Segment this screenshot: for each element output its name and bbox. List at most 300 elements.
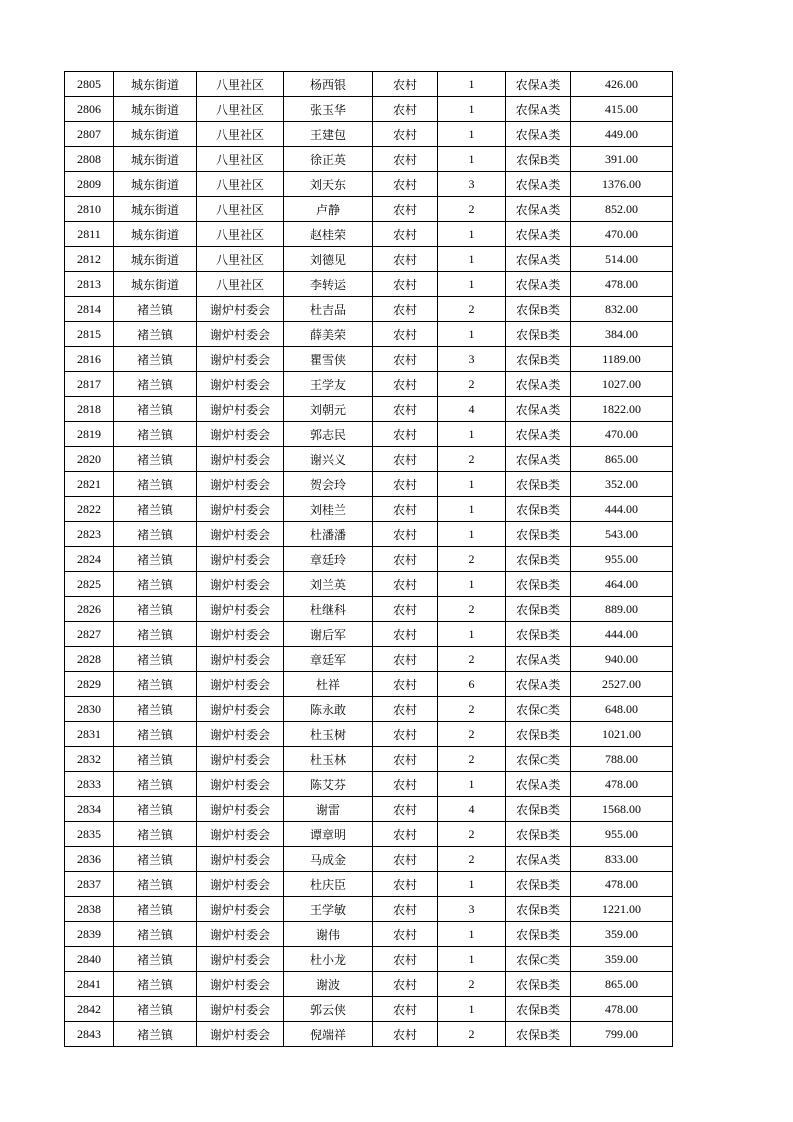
cell-area-type: 农村	[373, 147, 438, 172]
cell-category: 农保B类	[506, 597, 571, 622]
cell-village: 谢炉村委会	[197, 847, 284, 872]
cell-count: 1	[438, 522, 506, 547]
cell-area-type: 农村	[373, 872, 438, 897]
cell-name: 刘德见	[284, 247, 373, 272]
cell-id: 2842	[65, 997, 114, 1022]
cell-category: 农保B类	[506, 497, 571, 522]
cell-amount: 359.00	[571, 947, 673, 972]
cell-amount: 514.00	[571, 247, 673, 272]
cell-category: 农保C类	[506, 947, 571, 972]
cell-name: 郭云侠	[284, 997, 373, 1022]
cell-amount: 478.00	[571, 772, 673, 797]
cell-street: 城东街道	[114, 147, 197, 172]
cell-area-type: 农村	[373, 972, 438, 997]
cell-name: 谢伟	[284, 922, 373, 947]
cell-amount: 852.00	[571, 197, 673, 222]
cell-amount: 415.00	[571, 97, 673, 122]
table-row	[65, 147, 673, 172]
cell-category: 农保B类	[506, 472, 571, 497]
cell-name: 郭志民	[284, 422, 373, 447]
table-row	[65, 722, 673, 747]
cell-count: 1	[438, 272, 506, 297]
cell-category: 农保B类	[506, 972, 571, 997]
cell-category: 农保B类	[506, 997, 571, 1022]
cell-category: 农保B类	[506, 797, 571, 822]
cell-count: 1	[438, 422, 506, 447]
cell-amount: 384.00	[571, 322, 673, 347]
cell-id: 2811	[65, 222, 114, 247]
cell-street: 褚兰镇	[114, 897, 197, 922]
cell-name: 杜继科	[284, 597, 373, 622]
cell-village: 谢炉村委会	[197, 447, 284, 472]
cell-category: 农保A类	[506, 447, 571, 472]
cell-village: 谢炉村委会	[197, 547, 284, 572]
cell-name: 贺会玲	[284, 472, 373, 497]
cell-village: 谢炉村委会	[197, 797, 284, 822]
cell-amount: 543.00	[571, 522, 673, 547]
cell-id: 2828	[65, 647, 114, 672]
cell-street: 褚兰镇	[114, 597, 197, 622]
table-row	[65, 1022, 673, 1047]
table-row	[65, 697, 673, 722]
cell-area-type: 农村	[373, 672, 438, 697]
cell-village: 谢炉村委会	[197, 572, 284, 597]
cell-category: 农保B类	[506, 297, 571, 322]
table-row	[65, 872, 673, 897]
cell-name: 薛美荣	[284, 322, 373, 347]
cell-name: 陈永敢	[284, 697, 373, 722]
cell-category: 农保A类	[506, 847, 571, 872]
cell-street: 城东街道	[114, 222, 197, 247]
cell-category: 农保A类	[506, 222, 571, 247]
cell-category: 农保A类	[506, 272, 571, 297]
cell-street: 褚兰镇	[114, 972, 197, 997]
cell-count: 1	[438, 922, 506, 947]
cell-category: 农保B类	[506, 547, 571, 572]
cell-id: 2818	[65, 397, 114, 422]
cell-count: 3	[438, 347, 506, 372]
cell-id: 2830	[65, 697, 114, 722]
cell-id: 2820	[65, 447, 114, 472]
table-row	[65, 247, 673, 272]
table-body	[65, 72, 673, 1047]
cell-name: 杜庆臣	[284, 872, 373, 897]
cell-name: 章廷军	[284, 647, 373, 672]
cell-count: 3	[438, 172, 506, 197]
cell-village: 谢炉村委会	[197, 497, 284, 522]
table-row	[65, 97, 673, 122]
cell-village: 八里社区	[197, 97, 284, 122]
cell-name: 张玉华	[284, 97, 373, 122]
cell-street: 褚兰镇	[114, 872, 197, 897]
cell-area-type: 农村	[373, 372, 438, 397]
cell-name: 谢兴义	[284, 447, 373, 472]
cell-category: 农保B类	[506, 872, 571, 897]
cell-area-type: 农村	[373, 622, 438, 647]
cell-street: 城东街道	[114, 172, 197, 197]
table-row	[65, 472, 673, 497]
cell-category: 农保A类	[506, 72, 571, 97]
cell-amount: 464.00	[571, 572, 673, 597]
table-row	[65, 222, 673, 247]
cell-amount: 1822.00	[571, 397, 673, 422]
cell-id: 2836	[65, 847, 114, 872]
cell-street: 城东街道	[114, 122, 197, 147]
benefits-table	[64, 71, 673, 1047]
cell-name: 杜小龙	[284, 947, 373, 972]
cell-village: 谢炉村委会	[197, 1022, 284, 1047]
cell-count: 1	[438, 872, 506, 897]
table-row	[65, 322, 673, 347]
cell-category: 农保B类	[506, 522, 571, 547]
cell-street: 城东街道	[114, 97, 197, 122]
cell-street: 城东街道	[114, 197, 197, 222]
cell-village: 谢炉村委会	[197, 597, 284, 622]
cell-area-type: 农村	[373, 722, 438, 747]
table-row	[65, 672, 673, 697]
cell-name: 章廷玲	[284, 547, 373, 572]
cell-street: 褚兰镇	[114, 922, 197, 947]
cell-street: 褚兰镇	[114, 822, 197, 847]
cell-category: 农保B类	[506, 1022, 571, 1047]
cell-area-type: 农村	[373, 797, 438, 822]
cell-id: 2837	[65, 872, 114, 897]
cell-village: 谢炉村委会	[197, 322, 284, 347]
cell-village: 谢炉村委会	[197, 697, 284, 722]
cell-street: 城东街道	[114, 272, 197, 297]
cell-category: 农保A类	[506, 247, 571, 272]
table-row	[65, 822, 673, 847]
cell-street: 褚兰镇	[114, 397, 197, 422]
cell-name: 刘桂兰	[284, 497, 373, 522]
cell-count: 1	[438, 472, 506, 497]
cell-village: 谢炉村委会	[197, 872, 284, 897]
cell-id: 2826	[65, 597, 114, 622]
table-row	[65, 297, 673, 322]
cell-name: 王学敏	[284, 897, 373, 922]
table-row	[65, 972, 673, 997]
cell-count: 1	[438, 72, 506, 97]
cell-category: 农保C类	[506, 747, 571, 772]
cell-count: 2	[438, 847, 506, 872]
cell-village: 谢炉村委会	[197, 372, 284, 397]
cell-id: 2805	[65, 72, 114, 97]
cell-village: 谢炉村委会	[197, 622, 284, 647]
cell-category: 农保C类	[506, 697, 571, 722]
cell-name: 杜祥	[284, 672, 373, 697]
table-row	[65, 772, 673, 797]
cell-village: 谢炉村委会	[197, 522, 284, 547]
cell-amount: 444.00	[571, 497, 673, 522]
cell-village: 八里社区	[197, 222, 284, 247]
cell-village: 谢炉村委会	[197, 297, 284, 322]
cell-village: 谢炉村委会	[197, 772, 284, 797]
cell-category: 农保A类	[506, 372, 571, 397]
cell-village: 谢炉村委会	[197, 947, 284, 972]
cell-area-type: 农村	[373, 347, 438, 372]
cell-name: 倪端祥	[284, 1022, 373, 1047]
cell-id: 2812	[65, 247, 114, 272]
cell-street: 褚兰镇	[114, 622, 197, 647]
cell-count: 1	[438, 947, 506, 972]
cell-street: 褚兰镇	[114, 322, 197, 347]
cell-id: 2824	[65, 547, 114, 572]
cell-area-type: 农村	[373, 222, 438, 247]
cell-amount: 1021.00	[571, 722, 673, 747]
cell-id: 2829	[65, 672, 114, 697]
table-row	[65, 847, 673, 872]
cell-count: 2	[438, 697, 506, 722]
cell-area-type: 农村	[373, 772, 438, 797]
table-row	[65, 122, 673, 147]
cell-category: 农保B类	[506, 922, 571, 947]
cell-village: 八里社区	[197, 172, 284, 197]
cell-count: 2	[438, 447, 506, 472]
cell-amount: 2527.00	[571, 672, 673, 697]
cell-amount: 478.00	[571, 272, 673, 297]
cell-village: 谢炉村委会	[197, 897, 284, 922]
table-row	[65, 997, 673, 1022]
cell-street: 褚兰镇	[114, 572, 197, 597]
table-row	[65, 272, 673, 297]
cell-name: 王建包	[284, 122, 373, 147]
cell-area-type: 农村	[373, 72, 438, 97]
cell-category: 农保B类	[506, 722, 571, 747]
cell-id: 2835	[65, 822, 114, 847]
cell-area-type: 农村	[373, 647, 438, 672]
cell-id: 2841	[65, 972, 114, 997]
table-row	[65, 922, 673, 947]
table-row	[65, 947, 673, 972]
cell-name: 杨西银	[284, 72, 373, 97]
table-row	[65, 397, 673, 422]
cell-category: 农保A类	[506, 97, 571, 122]
table-row	[65, 422, 673, 447]
cell-area-type: 农村	[373, 547, 438, 572]
cell-village: 谢炉村委会	[197, 997, 284, 1022]
cell-id: 2838	[65, 897, 114, 922]
cell-street: 褚兰镇	[114, 547, 197, 572]
cell-category: 农保B类	[506, 322, 571, 347]
cell-id: 2806	[65, 97, 114, 122]
cell-amount: 865.00	[571, 447, 673, 472]
cell-amount: 391.00	[571, 147, 673, 172]
cell-id: 2833	[65, 772, 114, 797]
table-row	[65, 172, 673, 197]
cell-area-type: 农村	[373, 297, 438, 322]
cell-amount: 444.00	[571, 622, 673, 647]
cell-name: 谭章明	[284, 822, 373, 847]
cell-amount: 832.00	[571, 297, 673, 322]
cell-amount: 352.00	[571, 472, 673, 497]
cell-street: 褚兰镇	[114, 947, 197, 972]
cell-name: 谢后军	[284, 622, 373, 647]
cell-area-type: 农村	[373, 172, 438, 197]
cell-village: 谢炉村委会	[197, 922, 284, 947]
cell-id: 2808	[65, 147, 114, 172]
cell-amount: 1568.00	[571, 797, 673, 822]
cell-amount: 449.00	[571, 122, 673, 147]
cell-village: 谢炉村委会	[197, 822, 284, 847]
cell-amount: 940.00	[571, 647, 673, 672]
cell-street: 城东街道	[114, 247, 197, 272]
cell-category: 农保A类	[506, 397, 571, 422]
cell-category: 农保A类	[506, 422, 571, 447]
cell-name: 杜玉树	[284, 722, 373, 747]
cell-id: 2817	[65, 372, 114, 397]
table-row	[65, 497, 673, 522]
cell-street: 褚兰镇	[114, 297, 197, 322]
cell-id: 2825	[65, 572, 114, 597]
cell-id: 2821	[65, 472, 114, 497]
cell-area-type: 农村	[373, 497, 438, 522]
cell-amount: 1027.00	[571, 372, 673, 397]
table-row	[65, 747, 673, 772]
cell-name: 瞿雪侠	[284, 347, 373, 372]
table-row	[65, 372, 673, 397]
cell-area-type: 农村	[373, 472, 438, 497]
cell-area-type: 农村	[373, 272, 438, 297]
cell-area-type: 农村	[373, 922, 438, 947]
cell-amount: 889.00	[571, 597, 673, 622]
cell-name: 杜吉品	[284, 297, 373, 322]
cell-area-type: 农村	[373, 422, 438, 447]
cell-count: 1	[438, 772, 506, 797]
cell-category: 农保B类	[506, 897, 571, 922]
cell-village: 八里社区	[197, 272, 284, 297]
cell-street: 褚兰镇	[114, 847, 197, 872]
cell-id: 2810	[65, 197, 114, 222]
table-row	[65, 647, 673, 672]
cell-category: 农保B类	[506, 622, 571, 647]
cell-name: 马成金	[284, 847, 373, 872]
table-row	[65, 572, 673, 597]
cell-village: 谢炉村委会	[197, 647, 284, 672]
cell-village: 八里社区	[197, 72, 284, 97]
cell-id: 2823	[65, 522, 114, 547]
cell-area-type: 农村	[373, 122, 438, 147]
cell-id: 2822	[65, 497, 114, 522]
cell-village: 谢炉村委会	[197, 672, 284, 697]
cell-street: 褚兰镇	[114, 497, 197, 522]
cell-area-type: 农村	[373, 572, 438, 597]
cell-amount: 426.00	[571, 72, 673, 97]
cell-category: 农保B类	[506, 147, 571, 172]
cell-amount: 955.00	[571, 547, 673, 572]
cell-street: 褚兰镇	[114, 772, 197, 797]
cell-area-type: 农村	[373, 997, 438, 1022]
cell-village: 八里社区	[197, 247, 284, 272]
cell-street: 褚兰镇	[114, 647, 197, 672]
cell-id: 2827	[65, 622, 114, 647]
cell-count: 6	[438, 672, 506, 697]
cell-category: 农保B类	[506, 822, 571, 847]
cell-id: 2807	[65, 122, 114, 147]
cell-id: 2831	[65, 722, 114, 747]
cell-name: 赵桂荣	[284, 222, 373, 247]
cell-area-type: 农村	[373, 97, 438, 122]
cell-name: 谢雷	[284, 797, 373, 822]
cell-amount: 865.00	[571, 972, 673, 997]
cell-count: 1	[438, 147, 506, 172]
table-row	[65, 597, 673, 622]
cell-village: 谢炉村委会	[197, 972, 284, 997]
table-row	[65, 347, 673, 372]
table-row	[65, 72, 673, 97]
table-row	[65, 897, 673, 922]
cell-id: 2815	[65, 322, 114, 347]
cell-street: 褚兰镇	[114, 697, 197, 722]
cell-count: 1	[438, 222, 506, 247]
cell-village: 八里社区	[197, 197, 284, 222]
cell-name: 王学友	[284, 372, 373, 397]
cell-amount: 478.00	[571, 997, 673, 1022]
cell-amount: 359.00	[571, 922, 673, 947]
cell-id: 2809	[65, 172, 114, 197]
cell-count: 1	[438, 97, 506, 122]
cell-area-type: 农村	[373, 322, 438, 347]
cell-amount: 1189.00	[571, 347, 673, 372]
cell-category: 农保B类	[506, 572, 571, 597]
cell-street: 褚兰镇	[114, 747, 197, 772]
cell-village: 八里社区	[197, 147, 284, 172]
cell-village: 谢炉村委会	[197, 397, 284, 422]
cell-category: 农保A类	[506, 122, 571, 147]
cell-village: 谢炉村委会	[197, 347, 284, 372]
cell-id: 2816	[65, 347, 114, 372]
cell-category: 农保A类	[506, 172, 571, 197]
cell-count: 2	[438, 822, 506, 847]
cell-count: 2	[438, 1022, 506, 1047]
cell-count: 1	[438, 572, 506, 597]
cell-area-type: 农村	[373, 822, 438, 847]
cell-area-type: 农村	[373, 697, 438, 722]
cell-area-type: 农村	[373, 847, 438, 872]
cell-area-type: 农村	[373, 1022, 438, 1047]
cell-count: 2	[438, 372, 506, 397]
cell-village: 谢炉村委会	[197, 722, 284, 747]
cell-count: 1	[438, 122, 506, 147]
cell-name: 杜潘潘	[284, 522, 373, 547]
cell-count: 2	[438, 972, 506, 997]
cell-street: 褚兰镇	[114, 347, 197, 372]
cell-street: 褚兰镇	[114, 672, 197, 697]
cell-category: 农保A类	[506, 197, 571, 222]
cell-name: 李转运	[284, 272, 373, 297]
cell-area-type: 农村	[373, 747, 438, 772]
table-row	[65, 197, 673, 222]
table-row	[65, 522, 673, 547]
cell-name: 刘朝元	[284, 397, 373, 422]
cell-count: 1	[438, 497, 506, 522]
cell-amount: 955.00	[571, 822, 673, 847]
cell-amount: 648.00	[571, 697, 673, 722]
cell-amount: 478.00	[571, 872, 673, 897]
cell-count: 1	[438, 322, 506, 347]
cell-street: 褚兰镇	[114, 997, 197, 1022]
cell-village: 谢炉村委会	[197, 747, 284, 772]
cell-amount: 788.00	[571, 747, 673, 772]
cell-street: 褚兰镇	[114, 1022, 197, 1047]
cell-id: 2839	[65, 922, 114, 947]
cell-street: 褚兰镇	[114, 422, 197, 447]
cell-id: 2843	[65, 1022, 114, 1047]
cell-area-type: 农村	[373, 897, 438, 922]
cell-count: 1	[438, 997, 506, 1022]
table-row	[65, 622, 673, 647]
cell-id: 2832	[65, 747, 114, 772]
cell-amount: 1221.00	[571, 897, 673, 922]
